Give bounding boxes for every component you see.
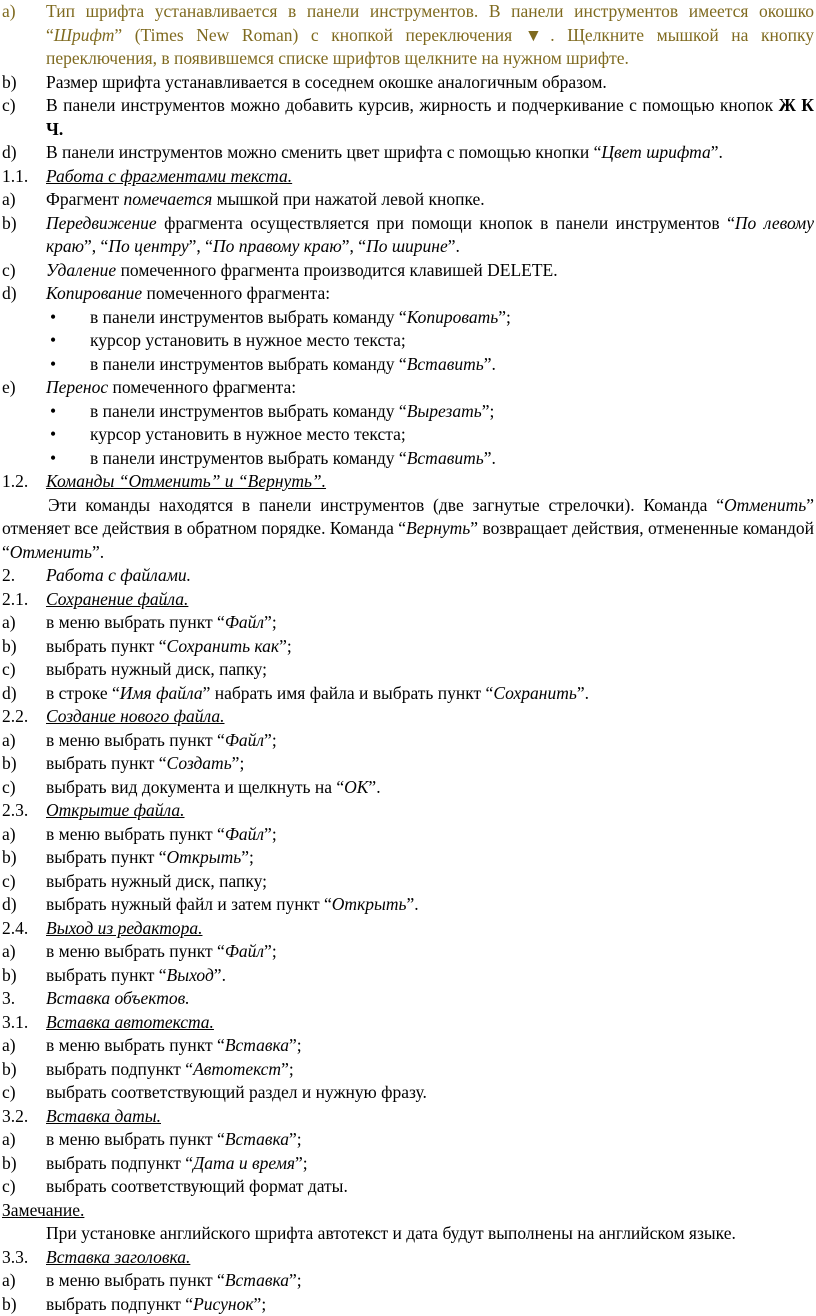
list-item — [0, 1128, 816, 1152]
list-item — [0, 893, 816, 917]
list-marker: a) — [2, 611, 16, 635]
bullet-item — [0, 423, 816, 447]
list-item — [0, 658, 816, 682]
list-item-text: выбрать пункт “Открыть”; — [0, 846, 816, 870]
list-item-text: Перенос помеченного фрагмента: — [0, 376, 816, 400]
section-number: 1.2. — [2, 470, 28, 494]
list-marker: d) — [2, 282, 17, 306]
bullet-icon: • — [50, 329, 56, 353]
list-marker: a) — [2, 823, 16, 847]
bullet-icon: • — [50, 423, 56, 447]
list-item — [0, 141, 816, 165]
list-item — [0, 282, 816, 306]
list-item — [0, 729, 816, 753]
paragraph: Эти команды находятся в панели инструментов (две загнутые стрелочки). Команда “Отменить” отменяет все действия в обратном порядке. Команда “Вернуть” возвращает действия, отмененные командой “Отменить”. — [0, 494, 816, 565]
section-number: 2.4. — [2, 917, 28, 941]
section-title: Вставка автотекста. — [0, 1011, 816, 1035]
bullet-item — [0, 400, 816, 424]
section-number: 2.1. — [2, 588, 28, 612]
list-marker: d) — [2, 141, 17, 165]
bullet-item — [0, 447, 816, 471]
note-heading: Замечание. — [0, 1199, 816, 1223]
bullet-icon: • — [50, 306, 56, 330]
section-number: 3. — [2, 987, 15, 1011]
bullet-text: в панели инструментов выбрать команду “Вставить”. — [90, 447, 816, 471]
section-heading — [0, 1246, 816, 1270]
list-item-text: в меню выбрать пункт “Файл”; — [0, 940, 816, 964]
bullet-text: в панели инструментов выбрать команду “Вырезать”; — [90, 400, 816, 424]
list-item-text: Фрагмент помечается мышкой при нажатой левой кнопке. — [0, 188, 816, 212]
section-title: Вставка даты. — [0, 1105, 816, 1129]
list-item-text: выбрать соответствующий раздел и нужную фразу. — [0, 1081, 816, 1105]
list-item-text: выбрать соответствующий формат даты. — [0, 1175, 816, 1199]
list-item — [0, 376, 816, 400]
list-marker: d) — [2, 893, 17, 917]
list-marker: b) — [2, 1058, 17, 1082]
list-item — [0, 611, 816, 635]
list-item-text: Передвижение фрагмента осуществляется при помощи кнопок в панели инструментов “По левому краю”, “По центру”, “По правому краю”, “По ширине”. — [0, 212, 816, 259]
list-item-text: Копирование помеченного фрагмента: — [0, 282, 816, 306]
list-item-text: выбрать пункт “Сохранить как”; — [0, 635, 816, 659]
list-item — [0, 1175, 816, 1199]
list-marker: a) — [2, 1034, 16, 1058]
section-heading — [0, 564, 816, 588]
list-item — [0, 776, 816, 800]
section-title: Выход из редактора. — [0, 917, 816, 941]
list-item-text: выбрать вид документа и щелкнуть на “ОК”. — [0, 776, 816, 800]
section-title: Работа с фрагментами текста. — [0, 165, 816, 189]
list-marker: c) — [2, 776, 16, 800]
list-item-text: выбрать пункт “Создать”; — [0, 752, 816, 776]
list-item — [0, 94, 816, 141]
list-item — [0, 71, 816, 95]
section-number: 2.3. — [2, 799, 28, 823]
list-item — [0, 682, 816, 706]
section-title: Команды “Отменить” и “Вернуть”. — [0, 470, 816, 494]
list-item-text: выбрать пункт “Выход”. — [0, 964, 816, 988]
list-marker: b) — [2, 752, 17, 776]
list-marker: b) — [2, 1293, 17, 1316]
bullet-item — [0, 329, 816, 353]
bullet-item — [0, 353, 816, 377]
section-title: Вставка объектов. — [0, 987, 816, 1011]
list-marker: c) — [2, 259, 16, 283]
list-marker: c) — [2, 658, 16, 682]
list-item-text: в меню выбрать пункт “Файл”; — [0, 823, 816, 847]
list-item-text: в меню выбрать пункт “Вставка”; — [0, 1128, 816, 1152]
list-item — [0, 823, 816, 847]
list-item — [0, 752, 816, 776]
section-heading — [0, 799, 816, 823]
section-heading — [0, 917, 816, 941]
list-marker: c) — [2, 1081, 16, 1105]
section-title: Создание нового файла. — [0, 705, 816, 729]
bullet-item — [0, 306, 816, 330]
section-number: 2.2. — [2, 705, 28, 729]
list-marker: a) — [2, 1128, 16, 1152]
list-item — [0, 1081, 816, 1105]
list-marker: b) — [2, 212, 17, 236]
list-item-text: выбрать подпункт “Дата и время”; — [0, 1152, 816, 1176]
list-marker: b) — [2, 1152, 17, 1176]
list-item — [0, 259, 816, 283]
list-item-text: в меню выбрать пункт “Вставка”; — [0, 1034, 816, 1058]
list-item — [0, 635, 816, 659]
list-item — [0, 1293, 816, 1316]
bullet-icon: • — [50, 447, 56, 471]
list-item-text: в меню выбрать пункт “Файл”; — [0, 611, 816, 635]
section-number: 2. — [2, 564, 15, 588]
section-title: Сохранение файла. — [0, 588, 816, 612]
list-item-text: в меню выбрать пункт “Файл”; — [0, 729, 816, 753]
section-heading — [0, 705, 816, 729]
list-item-text: выбрать нужный файл и затем пункт “Открыть”. — [0, 893, 816, 917]
list-marker: a) — [2, 729, 16, 753]
list-item — [0, 964, 816, 988]
list-marker: b) — [2, 964, 17, 988]
list-item — [0, 188, 816, 212]
section-number: 3.1. — [2, 1011, 28, 1035]
section-title: Вставка заголовка. — [0, 1246, 816, 1270]
bullet-text: курсор установить в нужное место текста; — [90, 329, 816, 353]
section-heading — [0, 588, 816, 612]
section-title: Открытие файла. — [0, 799, 816, 823]
list-item-text: Удаление помеченного фрагмента производится клавишей DELETE. — [0, 259, 816, 283]
section-number: 3.2. — [2, 1105, 28, 1129]
list-marker: c) — [2, 870, 16, 894]
list-marker: b) — [2, 846, 17, 870]
bullet-text: в панели инструментов выбрать команду “Копировать”; — [90, 306, 816, 330]
section-heading — [0, 1105, 816, 1129]
list-item-text: В панели инструментов можно добавить курсив, жирность и подчеркивание с помощью кнопок Ж К Ч. — [0, 94, 816, 141]
list-item — [0, 1152, 816, 1176]
list-item-text: В панели инструментов можно сменить цвет шрифта с помощью кнопки “Цвет шрифта”. — [0, 141, 816, 165]
list-item-text: выбрать подпункт “Автотекст”; — [0, 1058, 816, 1082]
list-marker: d) — [2, 682, 17, 706]
list-marker: a) — [2, 1269, 16, 1293]
list-marker: a) — [2, 0, 16, 24]
list-marker: a) — [2, 940, 16, 964]
list-marker: b) — [2, 635, 17, 659]
list-item-text: в меню выбрать пункт “Вставка”; — [0, 1269, 816, 1293]
list-item-text: выбрать нужный диск, папку; — [0, 658, 816, 682]
bullet-text: курсор установить в нужное место текста; — [90, 423, 816, 447]
bullet-icon: • — [50, 353, 56, 377]
list-item — [0, 0, 816, 71]
list-item — [0, 1269, 816, 1293]
list-marker: c) — [2, 94, 16, 118]
list-item-text: Тип шрифта устанавливается в панели инструментов. В панели инструментов имеется окошко “Шрифт” (Times New Roman) с кнопкой переключения ▼. Щелкните мышкой на кнопку переключения, в появившемся списке шрифтов щелкните на нужном шрифте. — [0, 0, 816, 71]
section-heading — [0, 987, 816, 1011]
list-item — [0, 1058, 816, 1082]
section-heading — [0, 165, 816, 189]
list-item — [0, 870, 816, 894]
note-text: При установке английского шрифта автотекст и дата будут выполнены на английском языке. — [0, 1222, 816, 1246]
section-heading — [0, 1011, 816, 1035]
list-item — [0, 846, 816, 870]
list-marker: a) — [2, 188, 16, 212]
list-item-text: Размер шрифта устанавливается в соседнем окошке аналогичным образом. — [0, 71, 816, 95]
list-marker: e) — [2, 376, 16, 400]
section-heading — [0, 470, 816, 494]
section-number: 1.1. — [2, 165, 28, 189]
list-item-text: в строке “Имя файла” набрать имя файла и выбрать пункт “Сохранить”. — [0, 682, 816, 706]
list-item — [0, 212, 816, 259]
section-number: 3.3. — [2, 1246, 28, 1270]
list-item-text: выбрать нужный диск, папку; — [0, 870, 816, 894]
list-marker: c) — [2, 1175, 16, 1199]
bullet-icon: • — [50, 400, 56, 424]
section-title: Работа с файлами. — [0, 564, 816, 588]
list-item — [0, 940, 816, 964]
list-item — [0, 1034, 816, 1058]
list-marker: b) — [2, 71, 17, 95]
bullet-text: в панели инструментов выбрать команду “Вставить”. — [90, 353, 816, 377]
list-item-text: выбрать подпункт “Рисунок”; — [0, 1293, 816, 1316]
